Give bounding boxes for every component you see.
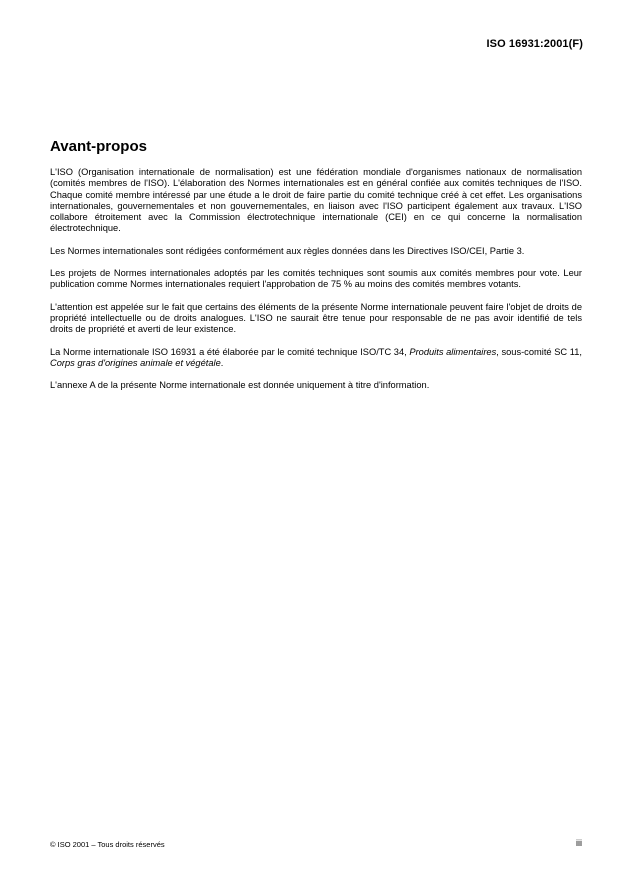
committee-name: Produits alimentaires (409, 346, 497, 357)
paragraph-annex: L'annexe A de la présente Norme internationale est donnée uniquement à titre d'information. (50, 380, 430, 391)
section-title: Avant-propos (50, 138, 147, 155)
copyright-notice: © ISO 2001 – Tous droits réservés (50, 840, 165, 849)
committee-text-mid: , sous-comité SC 11, (496, 346, 582, 357)
paragraph-voting: Les projets de Normes internationales adoptés par les comités techniques sont soumis aux comités membres pour vote. Leur publication comme Normes internationales requiert l'approbation de 75 % au moins des comités membres votants. (50, 268, 582, 290)
paragraph-committee (50, 347, 582, 370)
committee-text-pre: La Norme internationale ISO 16931 a été élaborée par le comité technique ISO/TC 34, (50, 346, 410, 357)
paragraph-directives: Les Normes internationales sont rédigées conformément aux règles données dans les Directives ISO/CEI, Partie 3. (50, 245, 525, 256)
document-identifier: ISO 16931:2001(F) (486, 38, 583, 50)
paragraph-iso-description: L'ISO (Organisation internationale de normalisation) est une fédération mondiale d'organismes nationaux de normalisation (comités membres de l'ISO). L'élaboration des Normes internationales est en général confiée aux comités techniques de l'ISO. Chaque comité membre intéressé par une étude a le droit de faire partie du comité technique créé à cet effet. Les organisations internationales, gouvernementales et non gouvernementales, en liaison avec l'ISO participent également aux travaux. L'ISO collabore étroitement avec la Commission électrotechnique internationale (CEI) en ce qui concerne la normalisation électrotechnique. (50, 167, 582, 234)
page-number: iii (576, 838, 582, 848)
paragraph-patent-notice: L'attention est appelée sur le fait que certains des éléments de la présente Norme internationale peuvent faire l'objet de droits de propriété intellectuelle ou de droits analogues. L'ISO ne saurait être tenue pour responsable de ne pas avoir identifié de tels droits de propriété et averti de leur existence. (50, 301, 582, 335)
foreword-section (50, 138, 582, 402)
subcommittee-name: Corps gras d'origines animale et végétale (50, 357, 221, 368)
committee-text-post: . (220, 357, 224, 368)
